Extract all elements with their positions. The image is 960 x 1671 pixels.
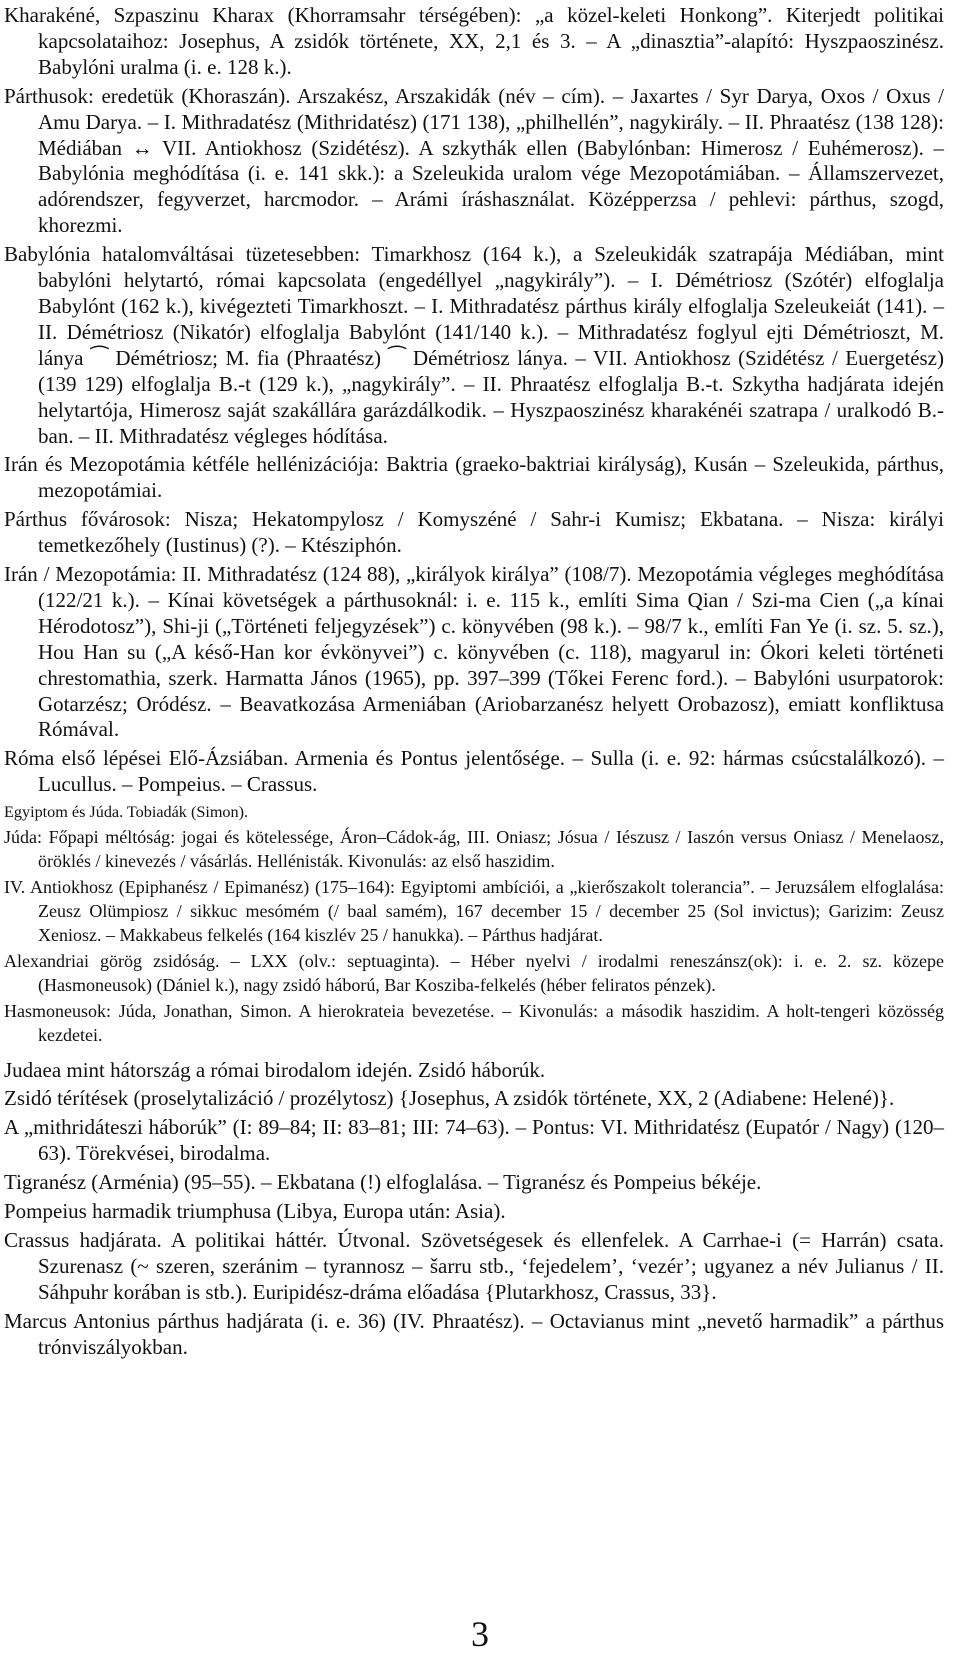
paragraph-antiokhosz: IV. Antiokhosz (Epiphanész / Epimanész) (175–164): Egyiptomi ambíciói, a „kierőszakolt tolerancia”. – Jeruzsálem elfoglalása: Zeusz Olümpiosz / sikkuc mesómém (/ baal samém), 167 december 15 / december 25 (Sol invictus); Garizim: Zeusz Xeniosz. – Makkabeus felkelés (164 kiszlév 25 / hanukka). – Párthus hadjárat. [4,877,944,945]
paragraph-crassus: Crassus hadjárata. A politikai háttér. Útvonal. Szövetségesek és ellenfelek. A Carrhae-i (= Harrán) csata. Szurenasz (~ szeren, szeránim – tyrannosz – šarru stb., ‘fejedelem’, ‘vezér’; ugyanez a név Julianus / II. Sáhpuhr korában is stb.). Euripidész-dráma előadása {Plutarkhosz, Crassus, 33}. [4,1227,944,1304]
paragraph-alexandriai: Alexandriai görög zsidóság. – LXX (olv.: septuaginta). – Héber nyelvi / irodalmi reneszánsz(ok): i. e. 2. sz. közepe (Hasmoneusok) (Dániel k.), nagy zsidó háború, Bar Kosziba-felkelés (héber feliratos pénzek). [4,951,944,995]
paragraph-pompeius: Pompeius harmadik triumphusa (Libya, Europa után: Asia). [4,1199,506,1224]
paragraph-juda: Júda: Főpapi méltóság: jogai és kötelessége, Áron–Cádok-ág, III. Oniasz; Jósua / Iészusz / Iaszón versus Oniasz / Menelaosz, öröklés / kinevezés / vásárlás. Hellénisták. Kivonulás: az első haszidim. [4,827,944,871]
paragraph-tigranesz: Tigranész (Arménia) (95–55). – Ekbatana (!) elfoglalása. – Tigranész és Pompeius békéje. [4,1170,762,1195]
paragraph-iran-mezopotamia: Irán / Mezopotámia: II. Mithradatész (124 88), „királyok királya” (108/7). Mezopotámia végleges meghódítása (122/21 k.). – Kínai követségek a párthusoknál: i. e. 115 k., említi Sima Qian / Szi-ma Cien („a kínai Hérodotosz”), Shi-ji („Történeti feljegyzések”) c. könyvében (98 k.). – 98/7 k., említi Fan Ye (i. sz. 5. sz.), Hou Han su („A késő-Han kor évkönyvei”) c. könyvében (c. 118), magyarul in: Ókori keleti történeti chrestomathia, szerk. Harmatta János (1965), pp. 397–399 (Tőkei Ferenc ford.). – Babylóni usurpatorok: Gotarzész; Oródész. – Beavatkozása Armeniában (Ariobarzanész helyett Orobazosz), emiatt konfliktusa Rómával. [4,562,944,742]
paragraph-judaea: Judaea mint hátország a római birodalom idején. Zsidó háborúk. [4,1057,546,1082]
page-number: 3 [471,1614,489,1654]
paragraph-hellenizacio: Irán és Mezopotámia kétféle hellénizációja: Baktria (graeko-baktriai királyság), Kusán – Szeleukida, párthus, mezopotámiai. [4,452,944,503]
paragraph-egyiptom-juda: Egyiptom és Júda. Tobiadák (Simon). [4,803,249,822]
paragraph-antonius: Marcus Antonius párthus hadjárata (i. e. 36) (IV. Phraatész). – Octavianus mint „nevető harmadik” a párthus trónviszályokban. [4,1308,944,1359]
paragraph-babylonia: Babylónia hatalomváltásai tüzetesebben: Timarkhosz (164 k.), a Szeleukidák szatrapája Médiában, mint babylóni helytartó, római kapcsolata (engedéllyel „nagykirály”). – I. Démétriosz (Szótér) elfoglalja Babylónt (162 k.), kivégezteti Timarkhoszt. – I. Mithradatész párthus király elfoglalja Szeleukeiát (141). – II. Démétriosz (Nikatór) elfoglalja Babylónt (141/140 k.). – Mithradatész foglyul ejti Démétrioszt, M. lánya ⁀ Démétriosz; M. fia (Phraatész) ⁀ Démétriosz lánya. – VII. Antiokhosz (Szidétész / Euergetész) (139 129) elfoglalja B.-t (129 k.), „nagykirály”. – II. Phraatész elfoglalja B.-t. Szkytha hadjárata idején helytartója, Himerosz saját szakállára garázdálkodik. – Hyszpaoszinész kharakénéi szatrapa / uralkodó B.-ban. – II. Mithradatész végleges hódítása. [4,242,945,448]
paragraph-mithridateszi: A „mithridáteszi háborúk” (I: 89–84; II: 83–81; III: 74–63). – Pontus: VI. Mithridatész (Eupatór / Nagy) (120–63). Törekvései, birodalma. [4,1115,944,1166]
paragraph-zsido-teritesek: Zsidó térítések (proselytalizáció / prozélytosz) {Josephus, A zsidók története, XX, 2 (Adiabene: Helené)}. [4,1086,895,1111]
paragraph-fovarosok: Párthus fővárosok: Nisza; Hekatompylosz / Komyszéné / Sahr-i Kumisz; Ekbatana. – Nisza: királyi temetkezőhely (Iustinus) (?). – Ktésziphón. [4,507,944,558]
paragraph-hasmoneusok: Hasmoneusok: Júda, Jonathan, Simon. A hierokrateia bevezetése. – Kivonulás: a második haszidim. A holt-tengeri közösség kezdetei. [4,1001,944,1045]
paragraph-roma: Róma első lépései Elő-Ázsiában. Armenia és Pontus jelentősége. – Sulla (i. e. 92: hármas csúcstalálkozó). – Lucullus. – Pompeius. – Crassus. [4,746,944,797]
paragraph-parthusok: Párthusok: eredetük (Khoraszán). Arszakész, Arszakidák (név – cím). – Jaxartes / Syr Darya, Oxos / Oxus / Amu Darya. – I. Mithradatész (Mithridatész) (171 138), „philhellén”, nagykirály. – II. Phraatész (138 128): Médiában ↔ VII. Antiokhosz (Szidétész). A szkythák ellen (Babylónban: Himerosz / Euhémerosz). – Babylónia meghódítása (i. e. 141 skk.): a Szeleukida uralom vége Mezopotámiában. – Államszervezet, adórendszer, fegyverzet, harcmodor. – Arámi íráshasználat. Középperzsa / pehlevi: párthus, szogd, khorezmi. [4,83,944,238]
paragraph-kharakene: Kharakéné, Szpaszinu Kharax (Khorramsahr térségében): „a közel-keleti Honkong”. Kiterjedt politikai kapcsolataihoz: Josephus, A zsidók története, XX, 2,1 és 3. – A „dinasztia”-alapító: Hyszpaoszinész. Babylóni uralma (i. e. 128 k.). [4,3,944,79]
